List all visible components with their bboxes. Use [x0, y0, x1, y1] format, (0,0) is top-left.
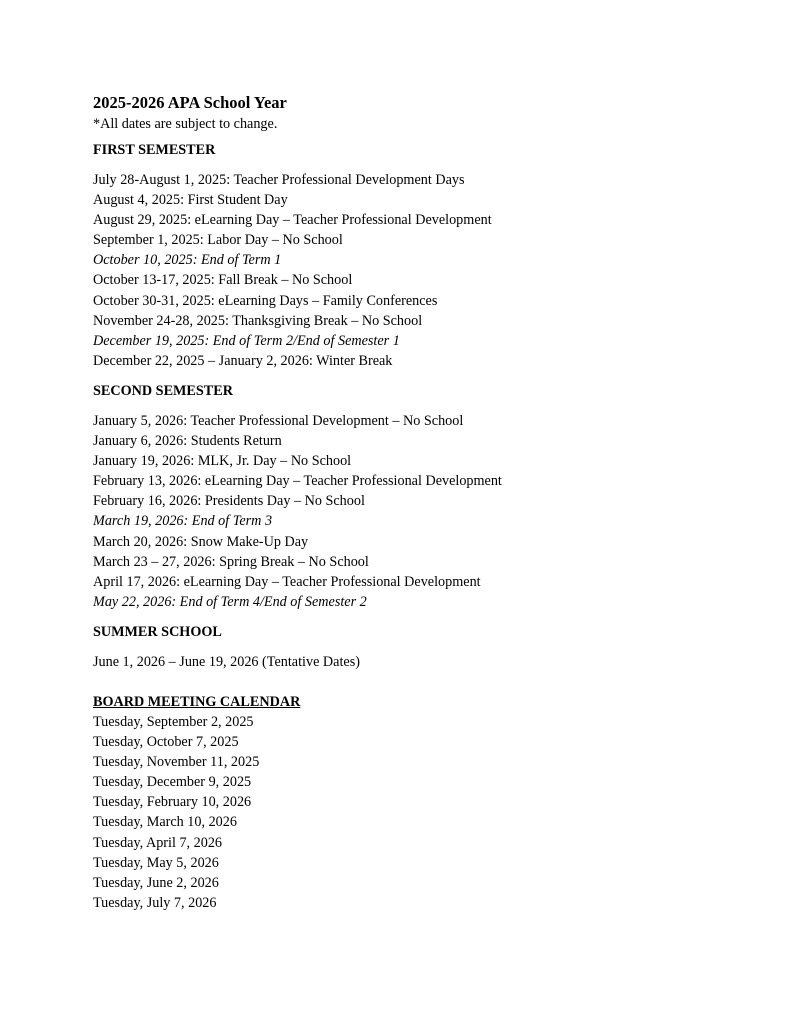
- board-meeting-section: [93, 692, 753, 913]
- meeting-date: Tuesday, June 2, 2026: [93, 874, 219, 891]
- calendar-entry: March 20, 2026: Snow Make-Up Day: [93, 533, 309, 550]
- calendar-entry: October 30-31, 2025: eLearning Days – Family Conferences: [93, 292, 438, 309]
- first-semester-heading: FIRST SEMESTER: [93, 142, 216, 158]
- calendar-entry: May 22, 2026: End of Term 4/End of Semester 2: [93, 593, 367, 610]
- summer-school-heading: SUMMER SCHOOL: [93, 623, 222, 640]
- meeting-date: Tuesday, July 7, 2026: [93, 894, 217, 911]
- second-semester-section: [93, 381, 753, 612]
- second-semester-heading: SECOND SEMESTER: [93, 382, 233, 399]
- calendar-entry: August 4, 2025: First Student Day: [93, 192, 288, 209]
- document-page: [93, 92, 753, 913]
- calendar-entry: December 19, 2025: End of Term 2/End of Semester 1: [93, 332, 400, 349]
- calendar-entry: March 19, 2026: End of Term 3: [93, 513, 273, 530]
- spacer: [93, 371, 753, 381]
- disclaimer-note: *All dates are subject to change.: [93, 116, 278, 132]
- spacer: [93, 672, 753, 692]
- calendar-entry: January 19, 2026: MLK, Jr. Day – No School: [93, 453, 352, 470]
- calendar-entry: October 13-17, 2025: Fall Break – No School: [93, 272, 353, 289]
- meeting-date: Tuesday, May 5, 2026: [93, 854, 219, 871]
- calendar-entry: July 28-August 1, 2025: Teacher Professional Development Days: [93, 172, 465, 188]
- board-meeting-heading: BOARD MEETING CALENDAR: [93, 693, 301, 710]
- meeting-date: Tuesday, November 11, 2025: [93, 754, 260, 771]
- meeting-date: Tuesday, September 2, 2025: [93, 713, 254, 730]
- calendar-entry: January 5, 2026: Teacher Professional Development – No School: [93, 412, 464, 429]
- summer-school-list: [93, 652, 753, 672]
- calendar-entry: February 16, 2026: Presidents Day – No School: [93, 493, 365, 510]
- calendar-entry: September 1, 2025: Labor Day – No School: [93, 232, 343, 249]
- calendar-entry: November 24-28, 2025: Thanksgiving Break – No School: [93, 312, 423, 329]
- meeting-date: Tuesday, February 10, 2026: [93, 794, 252, 811]
- first-semester-section: [93, 140, 753, 371]
- spacer: [93, 612, 753, 622]
- meeting-date: Tuesday, October 7, 2025: [93, 734, 239, 751]
- calendar-entry: December 22, 2025 – January 2, 2026: Winter Break: [93, 352, 393, 369]
- meeting-date: Tuesday, April 7, 2026: [93, 834, 223, 851]
- calendar-entry: June 1, 2026 – June 19, 2026 (Tentative Dates): [93, 653, 360, 670]
- summer-school-section: [93, 622, 753, 672]
- meeting-date: Tuesday, March 10, 2026: [93, 814, 237, 831]
- board-meeting-list: [93, 712, 753, 913]
- calendar-entry: April 17, 2026: eLearning Day – Teacher Professional Development: [93, 573, 481, 590]
- calendar-entry: February 13, 2026: eLearning Day – Teacher Professional Development: [93, 473, 502, 490]
- calendar-entry: March 23 – 27, 2026: Spring Break – No School: [93, 553, 369, 570]
- meeting-date: Tuesday, December 9, 2025: [93, 774, 252, 791]
- calendar-entry: August 29, 2025: eLearning Day – Teacher Professional Development: [93, 212, 492, 229]
- calendar-entry: October 10, 2025: End of Term 1: [93, 252, 282, 269]
- document-title: 2025-2026 APA School Year: [93, 93, 287, 112]
- calendar-entry: January 6, 2026: Students Return: [93, 433, 282, 450]
- first-semester-list: [93, 170, 753, 371]
- second-semester-list: [93, 411, 753, 612]
